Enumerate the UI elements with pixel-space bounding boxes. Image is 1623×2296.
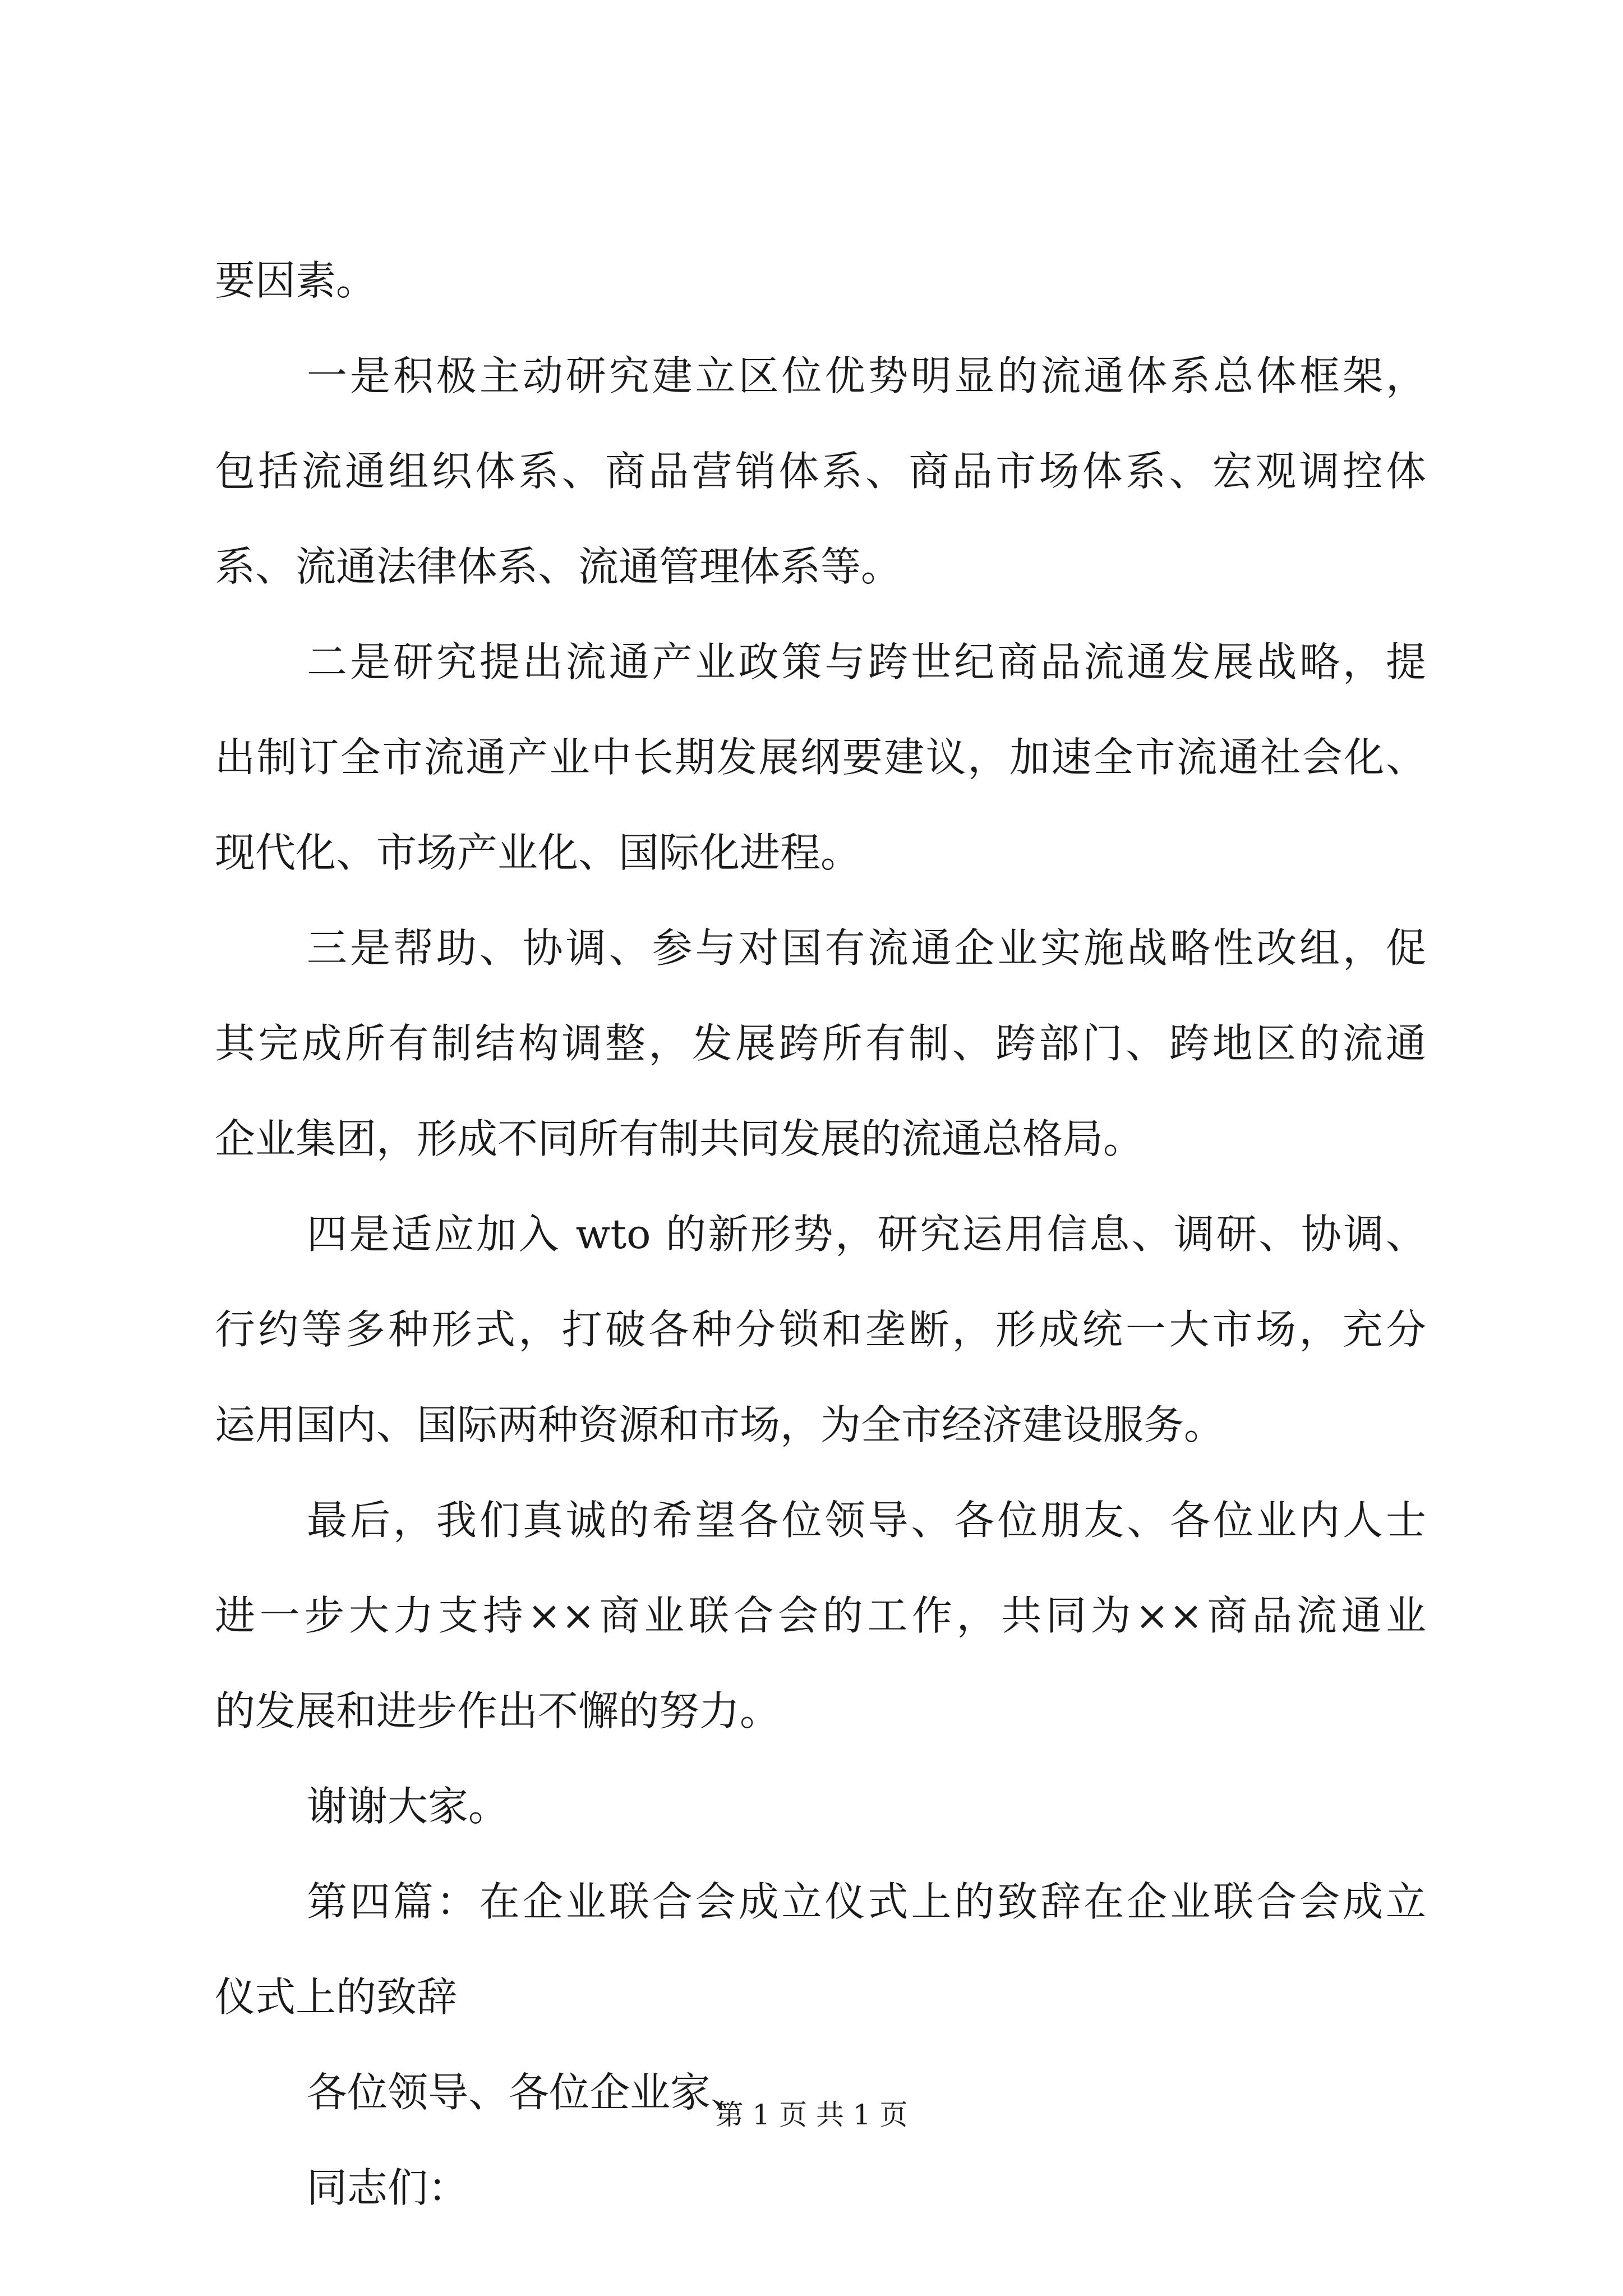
section-heading-line-2: 仪式上的致辞 bbox=[215, 1973, 458, 2021]
paragraph-2-line-1: 二是研究提出流通产业政策与跨世纪商品流通发展战略，提 bbox=[307, 638, 1426, 685]
page-footer: 第 1 页 共 1 页 bbox=[715, 2099, 908, 2131]
paragraph-3-line-1: 三是帮助、协调、参与对国有流通企业实施战略性改组，促 bbox=[307, 924, 1426, 972]
paragraph-4-line-2: 行约等多种形式，打破各种分锁和垄断，形成统一大市场，充分 bbox=[215, 1306, 1426, 1353]
paragraph-3-line-3: 企业集团，形成不同所有制共同发展的流通总格局。 bbox=[215, 1115, 1144, 1162]
paragraph-4-line-1: 四是适应加入 wto 的新形势，研究运用信息、调研、协调、 bbox=[307, 1211, 1426, 1258]
paragraph-5-line-2: 进一步大力支持××商业联合会的工作，共同为××商品流通业 bbox=[215, 1592, 1426, 1639]
salutation-line-1: 各位领导、各位企业家、 bbox=[307, 2069, 751, 2116]
paragraph-1-line-2: 包括流通组织体系、商品营销体系、商品市场体系、宏观调控体 bbox=[215, 448, 1426, 495]
paragraph-continuation-line: 要因素。 bbox=[215, 257, 377, 304]
paragraph-5-line-3: 的发展和进步作出不懈的努力。 bbox=[215, 1687, 781, 1734]
paragraph-1-line-1: 一是积极主动研究建立区位优势明显的流通体系总体框架， bbox=[307, 352, 1426, 399]
paragraph-3-line-2: 其完成所有制结构调整，发展跨所有制、跨部门、跨地区的流通 bbox=[215, 1020, 1426, 1067]
paragraph-5-line-1: 最后，我们真诚的希望各位领导、各位朋友、各位业内人士 bbox=[307, 1497, 1426, 1544]
paragraph-2-line-3: 现代化、市场产业化、国际化进程。 bbox=[215, 829, 861, 876]
paragraph-2-line-2: 出制订全市流通产业中长期发展纲要建议，加速全市流通社会化、 bbox=[215, 734, 1426, 781]
salutation-line-2: 同志们： bbox=[307, 2164, 469, 2211]
section-heading-line-1: 第四篇：在企业联合会成立仪式上的致辞在企业联合会成立 bbox=[307, 1878, 1426, 1925]
paragraph-1-line-3: 系、流通法律体系、流通管理体系等。 bbox=[215, 543, 902, 590]
paragraph-4-line-3: 运用国内、国际两种资源和市场，为全市经济建设服务。 bbox=[215, 1401, 1225, 1448]
thanks-line: 谢谢大家。 bbox=[307, 1783, 509, 1830]
